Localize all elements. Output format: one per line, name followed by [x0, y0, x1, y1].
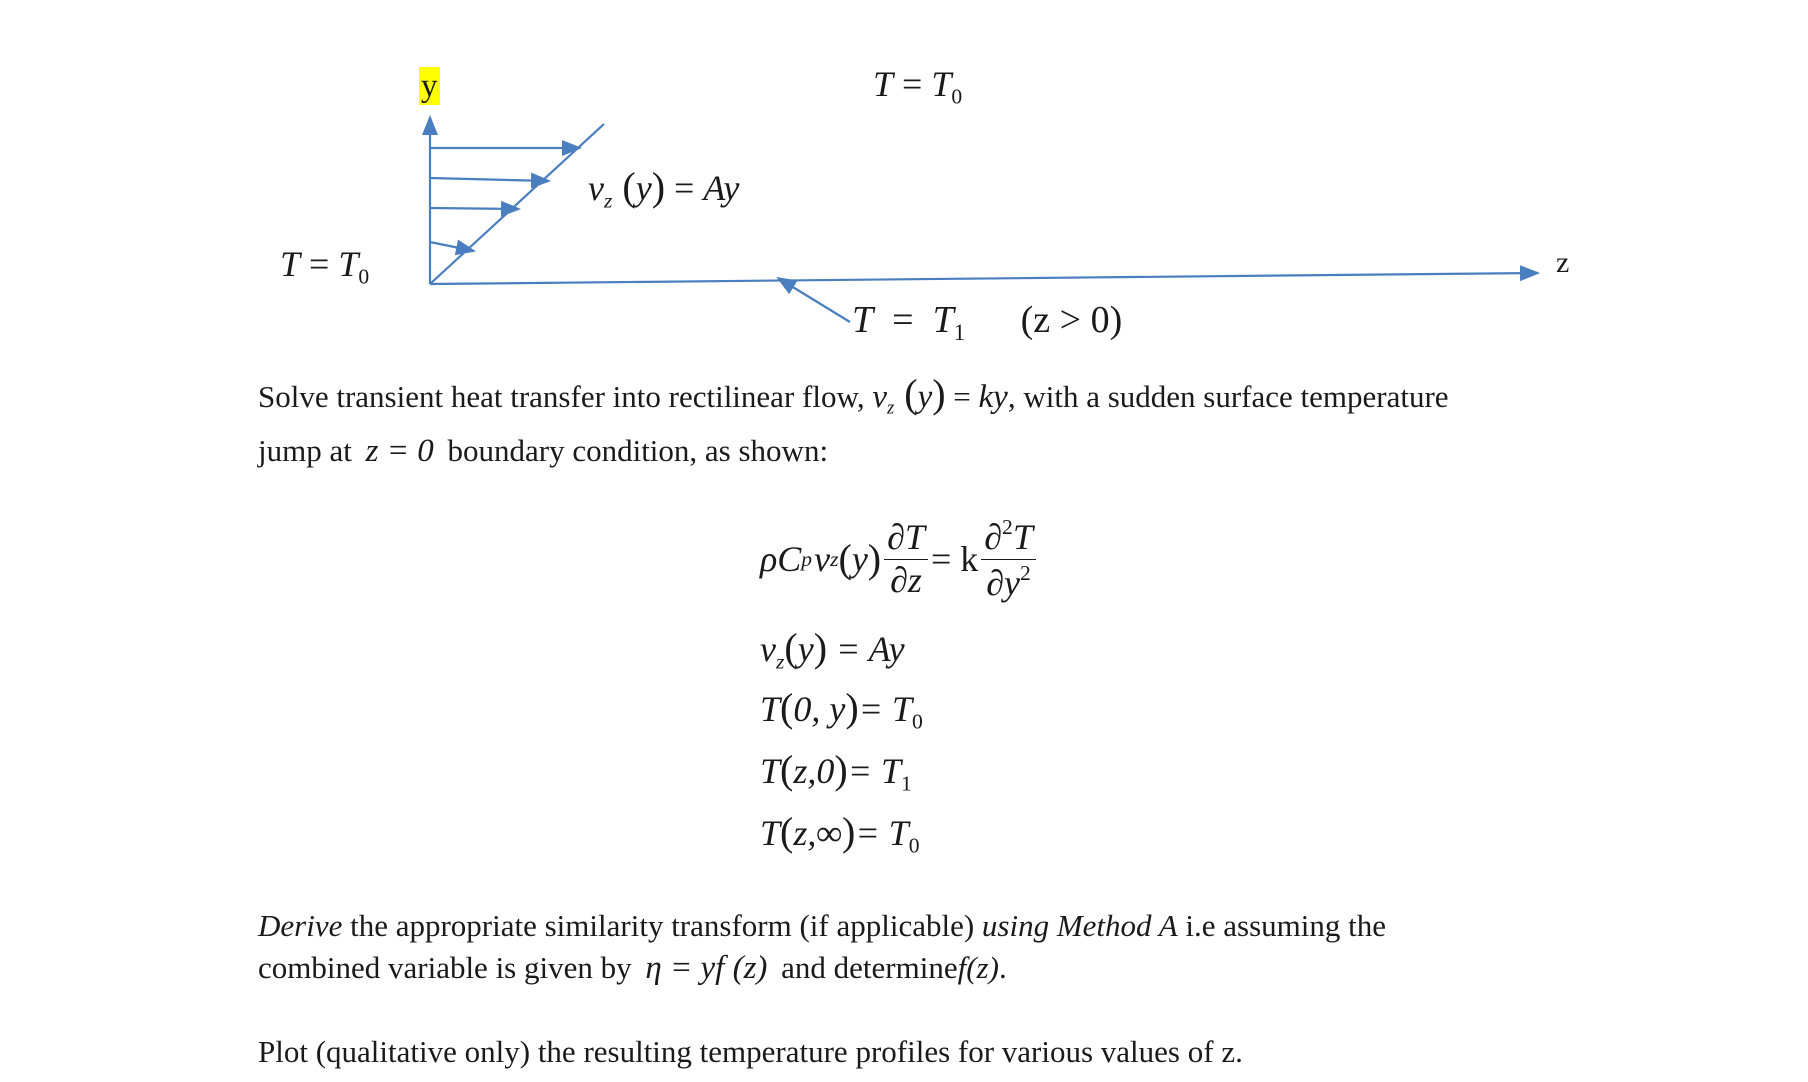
velocity-equation: $v_z(y) = Ay$ — [760, 625, 905, 674]
velocity-arrow-4 — [430, 242, 474, 251]
derive-text-4: and determine — [781, 950, 958, 985]
wall-temperature-condition: $T = T_1$ (z > 0) — [852, 299, 1123, 345]
bc2-rhs-sub: 1 — [901, 771, 912, 796]
derive-line-1 — [258, 908, 1386, 944]
derive-text-2: i.e assuming the — [1185, 908, 1387, 943]
z-axis-label: z — [1556, 246, 1570, 279]
derive-word: Derive — [258, 908, 343, 943]
top-T0: T — [931, 64, 952, 104]
bc3-args: z,∞ — [793, 813, 843, 853]
boundary-condition-1: T(0, $y)= T_0$ — [760, 685, 923, 734]
velocity-arrow-2 — [430, 178, 549, 181]
pde-num1: ∂T — [884, 519, 928, 560]
wall-callout-line — [778, 278, 850, 322]
bc1-lhs: T — [760, 689, 781, 729]
top-T: T — [873, 64, 894, 104]
bc2-rhs: = T — [847, 751, 902, 791]
problem-rhs: ky — [978, 379, 1008, 415]
bc1-args: 0, y — [793, 689, 846, 729]
wall-T1: T — [932, 299, 954, 341]
pde-prefix-sub: p — [801, 546, 813, 571]
pde-num2: ∂$^2$T — [981, 516, 1036, 560]
wall-constraint: (z > 0) — [1020, 299, 1123, 341]
bc3-lhs: T — [760, 813, 781, 853]
boundary-condition-3: $T(z,\infty)= T_0$ — [760, 809, 920, 858]
vel-v: v — [588, 168, 604, 208]
derive-text-1: the appropriate similarity transform (if applicable) — [350, 908, 975, 943]
pde-arg: y — [851, 539, 868, 580]
vel-rhs: Ay — [703, 168, 740, 208]
problem-line2-post: boundary condition, as shown: — [447, 433, 829, 468]
problem-line2-eq: z = 0 — [365, 433, 434, 469]
problem-line-2 — [258, 433, 828, 470]
pde-v: v — [814, 539, 831, 580]
bc3-rhs-sub: 0 — [908, 833, 920, 858]
pde-v-sub: z — [830, 546, 839, 571]
top-T0-sub: 0 — [951, 84, 963, 109]
problem-v-sub: z — [886, 397, 895, 419]
bc2-lhs: T — [760, 751, 781, 791]
problem-line2-pre: jump at — [258, 433, 352, 468]
bc1-rhs-sub: 0 — [912, 709, 923, 734]
derive-method: using Method A — [981, 908, 1178, 943]
derive-line-2 — [258, 950, 1007, 987]
derive-eta: η = yf (z) — [645, 950, 768, 986]
governing-pde: ρC p v z ( y ) $\frac{\partial T}{\partial z}$ = k $\frac{\partial^2T}{\partial y^2}$ — [760, 516, 1039, 603]
derive-fz: f(z) — [957, 950, 999, 985]
pde-den2: $\partial y^2$ — [986, 560, 1031, 604]
veq-arg: y — [797, 629, 814, 669]
veq-v: v — [760, 629, 776, 669]
problem-line-1: Solve transient heat transfer into rectilinear flow, $v_z$ (y) = ky, with a sudden surface temperature — [258, 371, 1449, 419]
pde-eq: = k — [930, 539, 979, 580]
veq-rhs: = Ay — [836, 629, 905, 669]
left-T0: T — [338, 244, 359, 284]
wall-T: T — [852, 299, 874, 341]
wall-T1-sub: 1 — [953, 319, 966, 345]
velocity-profile-label: $v_z$ (y) = Ay — [588, 164, 740, 213]
pde-prefix: ρC — [760, 539, 802, 580]
bc2-args: z,0 — [793, 751, 835, 791]
problem-line1-post: , with a sudden surface temperature — [1007, 379, 1449, 414]
problem-line1-pre: Solve transient heat transfer into rectilinear flow, — [258, 379, 865, 414]
derive-text-3: combined variable is given by — [258, 950, 632, 985]
bc1-rhs: = T — [858, 689, 912, 729]
pde-fraction-2 — [981, 516, 1036, 603]
boundary-condition-2: $T(z,0)= T_1$ — [760, 747, 912, 796]
vel-arg: y — [635, 168, 652, 208]
problem-arg: y — [917, 379, 933, 415]
top-temperature-condition: $T = T_0$ — [873, 64, 963, 109]
left-T0-sub: 0 — [358, 264, 370, 289]
vel-v-sub: z — [603, 188, 613, 213]
problem-v: v — [872, 379, 887, 415]
left-temperature-condition: $T = T_0$ — [280, 244, 370, 289]
pde-fraction-1 — [884, 519, 928, 600]
bc3-rhs: = T — [855, 813, 909, 853]
left-T: T — [280, 244, 301, 284]
plot-instruction: Plot (qualitative only) the resulting temperature profiles for various values of z. — [258, 1034, 1243, 1069]
derive-text-5: . — [998, 950, 1007, 985]
pde-den1: ∂z — [890, 559, 922, 600]
velocity-arrow-3 — [430, 208, 519, 209]
z-axis-line — [430, 273, 1538, 284]
veq-v-sub: z — [775, 649, 785, 674]
y-axis-label: y — [421, 68, 438, 104]
